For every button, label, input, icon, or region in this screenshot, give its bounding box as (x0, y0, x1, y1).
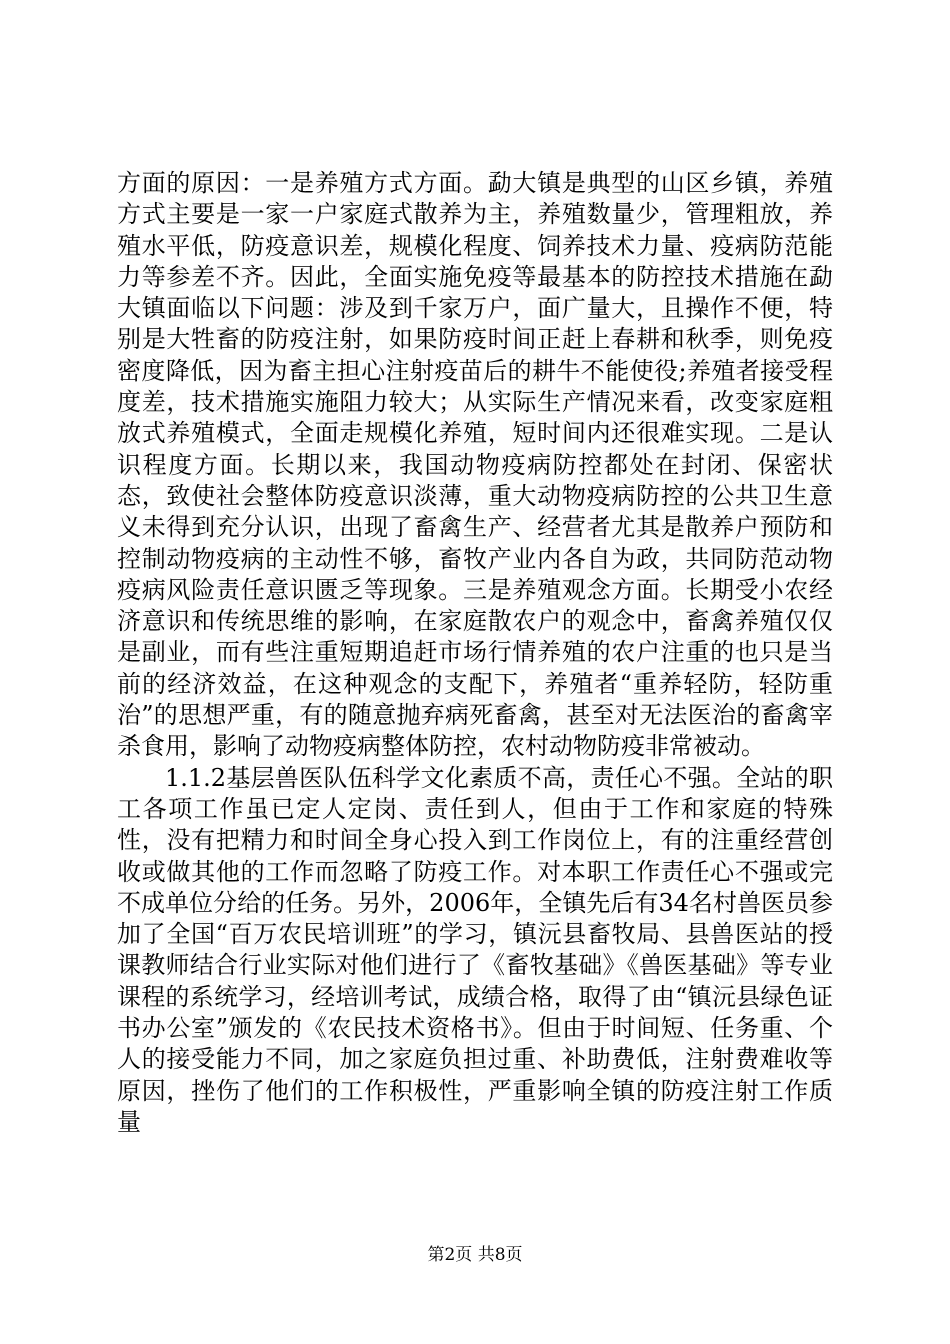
body-text (117, 168, 833, 1138)
paragraph-section-1-1-2: 1.1.2基层兽医队伍科学文化素质不高，责任心不强。全站的职工各项工作虽已定人定岗、责任到人，但由于工作和家庭的特殊性，没有把精力和时间全身心投入到工作岗位上，有的注重经营创收或做其他的工作而忽略了防疫工作。对本职工作责任心不强或完不成单位分给的任务。另外，2006年，全镇先后有34名村兽医员参加了全国“百万农民培训班”的学习，镇沅县畜牧局、县兽医站的授课教师结合行业实际对他们进行了《畜牧基础》《兽医基础》等专业课程的系统学习，经培训考试，成绩合格，取得了由“镇沅县绿色证书办公室”颁发的《农民技术资格书》。但由于时间短、任务重、个人的接受能力不同，加之家庭负担过重、补助费低，注射费难收等原因，挫伤了他们的工作积极性，严重影响全镇的防疫注射工作质量 (117, 763, 833, 1136)
page-footer: 第2页 共8页 (427, 1245, 523, 1265)
paragraph-causes: 方面的原因：一是养殖方式方面。勐大镇是典型的山区乡镇，养殖方式主要是一家一户家庭式散养为主，养殖数量少，管理粗放，养殖水平低，防疫意识差，规模化程度、饲养技术力量、疫病防范能力等参差不齐。因此，全面实施免疫等最基本的防控技术措施在勐大镇面临以下问题：涉及到千家万户，面广量大，且操作不便，特别是大牲畜的防疫注射，如果防疫时间正赶上春耕和秋季，则免疫密度降低，因为畜主担心注射疫苗后的耕牛不能使役;养殖者接受程度差，技术措施实施阻力较大；从实际生产情况来看，改变家庭粗放式养殖模式，全面走规模化养殖，短时间内还很难实现。二是认识程度方面。长期以来，我国动物疫病防控都处在封闭、保密状态，致使社会整体防疫意识淡薄，重大动物疫病防控的公共卫生意义未得到充分认识，出现了畜禽生产、经营者尤其是散养户预防和控制动物疫病的主动性不够，畜牧产业内各自为政，共同防范动物疫病风险责任意识匮乏等现象。三是养殖观念方面。长期受小农经济意识和传统思维的影响，在家庭散农户的观念中，畜禽养殖仅仅是副业，而有些注重短期追赶市场行情养殖的农户注重的也只是当前的经济效益，在这种观念的支配下，养殖者“重养轻防，轻防重治”的思想严重，有的随意抛弃病死畜禽，甚至对无法医治的畜禽宰杀食用，影响了动物疫病整体防控，农村动物防疫非常被动。 (117, 169, 833, 761)
